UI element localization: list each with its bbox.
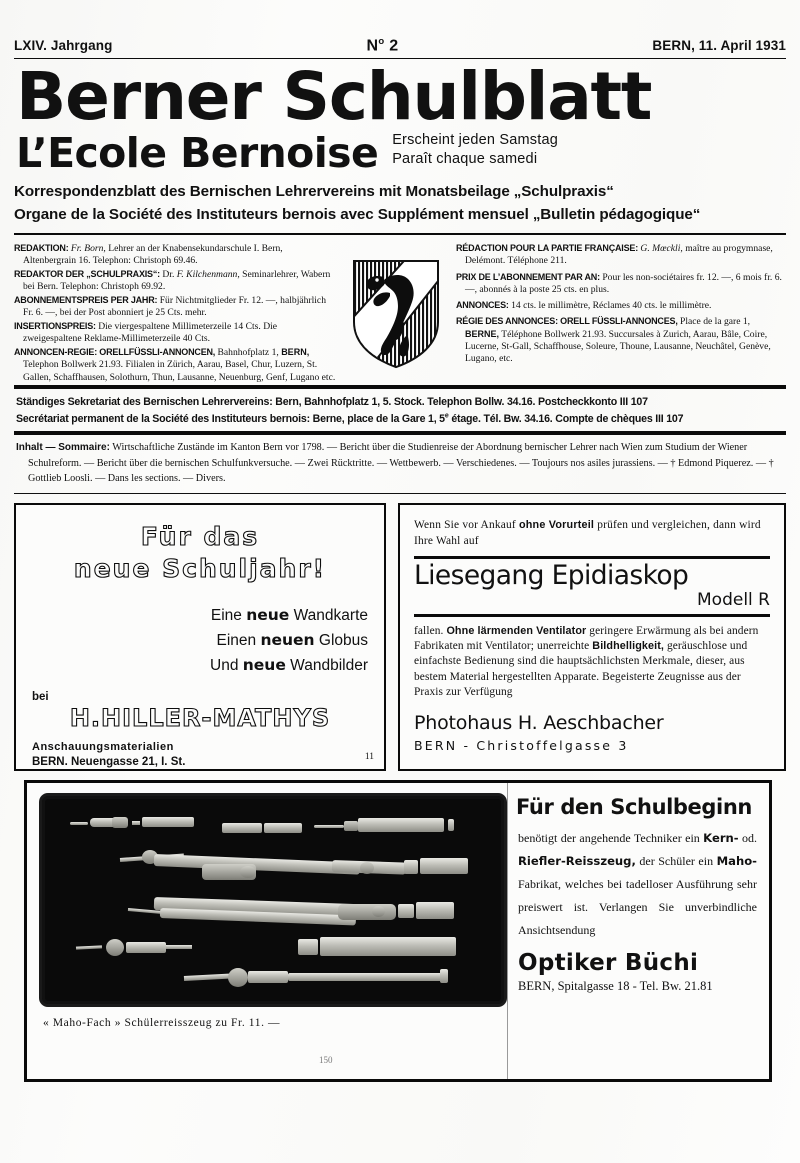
ad-liesegang-body: fallen. Ohne lärmenden Ventilator geringere Erwärmung als bei andern Fabrikaten mit Ventilator; unerreichte Bildhelligkeit, geräuschlose und einfachste Bedienung sind die hauptsächlichsten Merkmale, dieser, aus bestem Material hergestellten Apparate. Begeisterte Zeugnisse aus der Praxis zur Verfügung — [414, 624, 759, 699]
ad-hiller-headline-1: Für das — [140, 521, 260, 551]
imprint-item: RÉGIE DES ANNONCES: ORELL FÜSSLI-ANNONCES, Place de la gare 1, BERNE, Téléphone Bollwerk 21.93. Succursales à Zurich, Aarau, Bâle, Coire, Lucerne, St-Gall, Schaffhouse, Soleure, Thoune, Lausanne, Neuchâtel, Genève, Lugano, etc. — [456, 316, 771, 365]
ad-hiller-address: BERN. Neuengasse 21, I. St. — [32, 756, 186, 769]
frequency-fr: Paraît chaque samedi — [392, 151, 538, 168]
ad-optiker-title: Für den Schulbeginn — [516, 794, 752, 819]
ad-hiller-headline-2: neue Schuljahr! — [73, 553, 327, 583]
bear-shield-icon — [350, 258, 442, 370]
imprint-item: ABONNEMENTSPREIS PER JAHR: Für Nichtmitglieder Fr. 12. —, halbjährlich Fr. 6. —, bei der Post abonniert je 25 Cts. mehr. — [14, 295, 326, 319]
imprint-item: INSERTIONSPREIS: Die viergespaltene Millimeterzeile 14 Cts. Die zweigespaltene Reklame-Millimeterzeile 40 Cts. — [14, 321, 278, 345]
advertisement-row — [14, 503, 786, 771]
ad-liesegang-rule-bottom — [414, 614, 770, 617]
imprint-block — [14, 239, 786, 385]
place-date-label: BERN, 11. April 1931 — [652, 38, 786, 54]
ad-optiker-shop: Optiker Büchi — [518, 949, 699, 976]
ad-hiller-item: Und neue Wandbilder — [210, 655, 368, 674]
publication-frequency — [392, 131, 558, 174]
imprint-item: REDAKTOR DER „SCHULPRAXIS“: Dr. F. Kilchenmann, Seminarlehrer, Wabern bei Bern. Telephon: Christoph 69.92. — [14, 269, 331, 293]
ad-liesegang-intro: Wenn Sie vor Ankauf ohne Vorurteil prüfen und vergleichen, dann wird Ihre Wahl auf — [414, 518, 761, 548]
frequency-de: Erscheint jeden Samstag — [392, 131, 558, 148]
ad-liesegang-title: Liesegang Epidiaskop — [414, 559, 689, 591]
ad-liesegang-shop: Photohaus H. Aeschbacher — [414, 711, 664, 734]
imprint-french — [456, 243, 786, 385]
imprint-item: ANNONCEN-REGIE: ORELLFÜSSLI-ANNONCEN, Bahnhofplatz 1, BERN, Telephon Bollwerk 21.93. Filialen in Zürich, Aarau, Basel, Chur, Luzern, St. Gallen, Schaffhausen, Solothurn, Thun, Lausanne, Neuenburg, Genf, Lugano etc. — [14, 347, 336, 383]
imprint-item: REDAKTION: Fr. Born, Lehrer an der Knabensekundarschule I. Bern, Altenbergrain 16. Telephon: Christoph 69.46. — [14, 242, 283, 267]
ad-liesegang-model: Modell R — [697, 590, 770, 611]
secretariat-de: Ständiges Sekretariat des Bernischen Lehrervereins: Bern, Bahnhofplatz 1, 5. Stock. Telephon Bollw. 34.16. Postcheckkonto III 107 — [16, 396, 648, 409]
ad-optiker-text-column — [507, 783, 769, 1079]
issue-header — [14, 36, 786, 55]
photo-caption: « Maho-Fach » Schülerreisszeug zu Fr. 11. — — [43, 1016, 281, 1029]
volume-label: LXIV. Jahrgang — [14, 38, 113, 54]
secretariat-block — [14, 389, 786, 431]
ad-liesegang-rule-top — [414, 556, 770, 559]
ad-optiker-buechi[interactable] — [24, 780, 772, 1082]
masthead-subrow — [14, 128, 786, 177]
reisszeug-photo — [39, 793, 507, 1007]
imprint-item: PRIX DE L’ABONNEMENT PAR AN: Pour les non-sociétaires fr. 12. —, 6 mois fr. 6. —, abonnés à la poste 25 cts. en plus. — [456, 271, 782, 295]
coat-of-arms-bern — [336, 243, 456, 385]
contents-text: Wirtschaftliche Zustände im Kanton Bern vor 1798. — Bericht über die Studienreise der Abordnung bernischer Lehrer nach Wien zum Studium der Wiener Schulreform. — Bericht über die bernischen Schulfunkversuche. — Zwei Rücktritte. — Wettbewerb. — Verschiedenes. — Toujours nos asiles jurassiens. — † Edmond Piquerez. — † Gottlieb Loosli. — Dans les sections. — Divers. — [28, 442, 774, 485]
ad-liesegang-epidiaskop[interactable] — [398, 503, 786, 771]
imprint-item: RÉDACTION POUR LA PARTIE FRANÇAISE: G. Mœckli, maître au progymnase, Delémont. Téléphone 211. — [456, 242, 773, 267]
ad-liesegang-address: BERN - Christoffelgasse 3 — [414, 737, 629, 753]
imprint-german — [14, 243, 336, 385]
masthead-divider — [14, 233, 786, 235]
ad-hiller-bei: bei — [32, 691, 49, 704]
secretariat-fr: Secrétariat permanent de la Société des Instituteurs bernois: Berne, place de la Gare 1, 5e étage. Tél. Bw. 34.16. Compte de chèques III 107 — [16, 412, 684, 425]
organisation-line-de: Korrespondenzblatt des Bernischen Lehrervereins mit Monatsbeilage „Schulpraxis“ — [14, 182, 614, 200]
masthead-title-de: Berner Schulblatt — [16, 58, 652, 136]
ad-hiller-mathys[interactable] — [14, 503, 386, 771]
issue-number-label: $N^o$ 2 — [366, 36, 399, 55]
contents-divider — [14, 493, 786, 494]
issue-number-value: 2 — [389, 37, 399, 55]
ad-hiller-item: Einen neuen Globus — [216, 630, 368, 649]
contents-label: Inhalt — Sommaire: — [16, 442, 110, 454]
imprint-item: ANNONCES: 14 cts. le millimètre, Réclames 40 cts. le millimètre. — [456, 300, 712, 312]
table-of-contents — [14, 435, 786, 493]
ad-optiker-body: benötigt der angehende Techniker ein Kern- od. Riefler-Reisszeug, der Schüler ein Maho-Fabrikat, welches bei tadelloser Ausführung sehr preiswert ist. Verlangen Sie unverbindliche Ansichtsendung — [518, 830, 758, 937]
ad-hiller-company: H.HILLER-MATHYS — [69, 704, 331, 733]
photo-plate-number: 150 — [319, 1054, 333, 1065]
masthead-title-fr: L’Ecole Bernoise — [16, 128, 379, 177]
ad-hiller-items — [32, 603, 368, 678]
issue-ordinal-sup: o — [378, 36, 385, 47]
ad-hiller-item: Eine neue Wandkarte — [210, 605, 368, 624]
ad-optiker-photo-column — [27, 783, 507, 1079]
ad-hiller-number: 11 — [364, 751, 374, 762]
ad-optiker-address: BERN, Spitalgasse 18 - Tel. Bw. 21.81 — [518, 978, 713, 993]
organisation-line-fr: Organe de la Société des Instituteurs bernois avec Supplément mensuel „Bulletin pédagogique“ — [14, 206, 701, 224]
ad-hiller-subtitle: Anschauungsmaterialien — [32, 741, 174, 754]
